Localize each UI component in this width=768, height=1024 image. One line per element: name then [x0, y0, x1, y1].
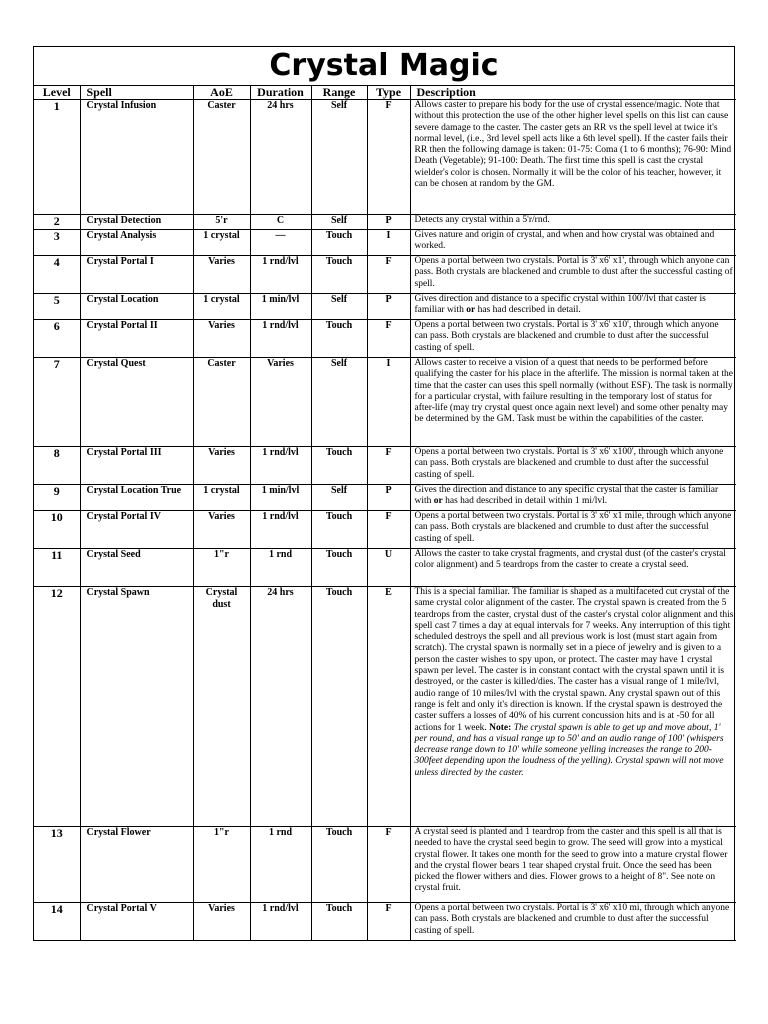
spell-type: P [367, 485, 410, 511]
spell-name: Crystal Quest [80, 358, 193, 447]
spell-type: F [367, 320, 410, 358]
spell-range: Self [311, 294, 367, 320]
spell-level: 2 [34, 215, 80, 230]
spell-aoe: Crystal dust [193, 587, 250, 827]
spell-name: Crystal Infusion [80, 100, 193, 215]
spell-type: I [367, 358, 410, 447]
table-row [34, 827, 736, 903]
spell-aoe: Varies [193, 320, 250, 358]
page-title: Crystal Magic [34, 47, 734, 86]
table-row [34, 587, 736, 827]
spell-aoe: 1"r [193, 549, 250, 587]
spell-name: Crystal Location [80, 294, 193, 320]
spell-range: Touch [311, 320, 367, 358]
spell-level: 11 [34, 549, 80, 587]
spell-sheet [33, 46, 735, 941]
spell-name: Crystal Portal II [80, 320, 193, 358]
spell-description: Opens a portal between two crystals. Portal is 3' x6' x1 mile, through which anyone can pass. Both crystals are blackened and crumble to dust after the successful casting of spell. [410, 511, 736, 549]
header-duration: Duration [250, 86, 311, 100]
spell-aoe: Varies [193, 447, 250, 485]
spell-description [410, 294, 736, 320]
desc-emphasis: or [466, 305, 476, 316]
spell-level: 13 [34, 827, 80, 903]
spell-table [34, 86, 736, 941]
header-spell: Spell [80, 86, 193, 100]
table-row [34, 903, 736, 941]
spell-range: Touch [311, 230, 367, 256]
spell-type: F [367, 100, 410, 215]
spell-range: Touch [311, 587, 367, 827]
spell-range: Self [311, 358, 367, 447]
header-description: Description [410, 86, 736, 100]
table-row [34, 358, 736, 447]
spell-type: P [367, 294, 410, 320]
spell-level: 9 [34, 485, 80, 511]
spell-type: F [367, 256, 410, 294]
spell-level: 1 [34, 100, 80, 215]
spell-duration: 1 min/lvl [250, 294, 311, 320]
spell-type: F [367, 447, 410, 485]
spell-level: 3 [34, 230, 80, 256]
spell-aoe: Varies [193, 511, 250, 549]
spell-description: Detects any crystal within a 5'r/rnd. [410, 215, 736, 230]
spell-range: Touch [311, 903, 367, 941]
spell-description: Opens a portal between two crystals. Portal is 3' x6' x1', through which anyone can pass. Both crystals are blackened and crumble to dust after the successful casting of spell. [410, 256, 736, 294]
spell-aoe: 1"r [193, 827, 250, 903]
spell-description: Gives nature and origin of crystal, and when and how crystal was obtained and worked. [410, 230, 736, 256]
spell-level: 4 [34, 256, 80, 294]
spell-level: 7 [34, 358, 80, 447]
spell-name: Crystal Spawn [80, 587, 193, 827]
spell-duration: 1 rnd/lvl [250, 447, 311, 485]
desc-text: Gives the direction and distance to any specific crystal that the caster is familiar with [414, 485, 719, 507]
spell-duration: 24 hrs [250, 587, 311, 827]
spell-name: Crystal Flower [80, 827, 193, 903]
spell-duration: 1 rnd [250, 827, 311, 903]
table-row [34, 549, 736, 587]
desc-note-label: Note: [489, 722, 512, 733]
spell-range: Touch [311, 827, 367, 903]
spell-duration: 1 min/lvl [250, 485, 311, 511]
spell-aoe: 1 crystal [193, 230, 250, 256]
spell-aoe: 1 crystal [193, 294, 250, 320]
spell-description [410, 485, 736, 511]
spell-duration: 24 hrs [250, 100, 311, 215]
spell-aoe: Caster [193, 100, 250, 215]
spell-type: U [367, 549, 410, 587]
spell-duration: 1 rnd [250, 549, 311, 587]
spell-description: Allows caster to prepare his body for the use of crystal essence/magic. Note that without this protection the use of the other higher level spells on this list can cause severe damage to the caster. The caster gets an RR vs the spell level at twice it's normal level, (i.e., 3rd level spell acts like a 6th level spell). If the caster fails their RR then the following damage is taken: 01-75: Coma (1 to 6 months); 76-90: Mind Death (Vegetable); 91-100: Death. The first time this spell is cast the crystal wielder's color is chosen. Normally it will be the color of his teacher, however, it can be chosen at random by the GM. [410, 100, 736, 215]
spell-description: Allows the caster to take crystal fragments, and crystal dust (of the caster's crystal color alignment) and 5 teardrops from the caster to create a crystal seed. [410, 549, 736, 587]
spell-duration: — [250, 230, 311, 256]
spell-name: Crystal Portal IV [80, 511, 193, 549]
spell-range: Touch [311, 256, 367, 294]
spell-type: P [367, 215, 410, 230]
spell-description: Opens a portal between two crystals. Portal is 3' x6' x10', through which anyone can pass. Both crystals are blackened and crumble to dust after the successful casting of spell. [410, 320, 736, 358]
spell-duration: 1 rnd/lvl [250, 903, 311, 941]
desc-emphasis: or [433, 496, 443, 507]
spell-description: A crystal seed is planted and 1 teardrop from the caster and this spell is all that is needed to have the crystal seed begin to grow. The seed will grow into a mystical crystal flower. It takes one month for the seed to grow into a mature crystal flower and the crystal flower bears 1 tear shaped crystal fruit. Once the seed has been picked the flower withers and dies. Flower grows to a height of 8". See note on crystal fruit. [410, 827, 736, 903]
spell-level: 5 [34, 294, 80, 320]
header-level: Level [34, 86, 80, 100]
desc-text: has had described in detail within 1 mi/lvl. [442, 496, 608, 507]
table-row [34, 485, 736, 511]
spell-aoe: Varies [193, 256, 250, 294]
spell-name: Crystal Analysis [80, 230, 193, 256]
table-row [34, 447, 736, 485]
spell-duration: Varies [250, 358, 311, 447]
spell-name: Crystal Seed [80, 549, 193, 587]
header-range: Range [311, 86, 367, 100]
table-row [34, 100, 736, 215]
spell-name: Crystal Portal V [80, 903, 193, 941]
table-row [34, 230, 736, 256]
spell-duration: 1 rnd/lvl [250, 320, 311, 358]
spell-level: 12 [34, 587, 80, 827]
desc-text: has had described in detail. [475, 305, 581, 316]
spell-type: E [367, 587, 410, 827]
desc-text: Gives direction and distance to a specific crystal within 100'/lvl that caster is familiar with [414, 294, 706, 316]
spell-level: 6 [34, 320, 80, 358]
spell-name: Crystal Portal I [80, 256, 193, 294]
spell-aoe: Varies [193, 903, 250, 941]
desc-text: This is a special familiar. The familiar is shaped as a multifaceted cut crystal of the same crystal color alignment of the caster. The crystal spawn is created from the 5 teardrops from the caster, crystal dust of the caster's crystal color alignment and this spell cast 7 times a day at equal intervals for 7 weeks. Any interruption of this tight scheduled destroys the spell and all previous work is lost (must start again from scratch). The crystal spawn is normally set in a piece of jewelry and is given to a person the caster wishes to spy upon, or protect. The caster may have 1 crystal spawn per level. The caster is in constant contact with the crystal spawn until it is destroyed, or the caster is killed/dies. The caster has a visual range of 1 mile/lvl, audio range of 10 miles/lvl with the crystal spawn. Any crystal spawn out of this range is felt and only it's direction is known. If the crystal spawn is destroyed the caster suffers a losses of 40% of his current concussion hits and is at -50 for all actions for 1 week. [414, 587, 734, 733]
spell-name: Crystal Location True [80, 485, 193, 511]
spell-type: I [367, 230, 410, 256]
spell-type: F [367, 827, 410, 903]
spell-range: Touch [311, 549, 367, 587]
spell-type: F [367, 903, 410, 941]
header-aoe: AoE [193, 86, 250, 100]
table-row [34, 215, 736, 230]
spell-range: Touch [311, 511, 367, 549]
spell-duration: 1 rnd/lvl [250, 511, 311, 549]
spell-duration: C [250, 215, 311, 230]
spell-level: 8 [34, 447, 80, 485]
spell-description: Allows caster to receive a vision of a quest that needs to be performed before qualifying the caster for his place in the afterlife. The mission is normal taken at the time that the caster can uses this spell normally (without ESF). The task is normally for a particular crystal, with failure resulting in the temporary lost of status for after-life (may try crystal quest once again next level) and some other penalty may be determined by the GM. Task must be within the capabilities of the caster. [410, 358, 736, 447]
spell-level: 14 [34, 903, 80, 941]
table-row [34, 320, 736, 358]
spell-level: 10 [34, 511, 80, 549]
spell-name: Crystal Detection [80, 215, 193, 230]
spell-range: Self [311, 100, 367, 215]
desc-note-text: The crystal spawn is able to get up and move about, 1' per round, and has a visual range up to 50' and an audio range of 100' (whispers decrease range down to 10' while someone yelling increases the range to 200-300feet depending upon the loudness of the yelling). Crystal spawn will not move unless directed by the caster. [414, 722, 724, 778]
spell-range: Touch [311, 447, 367, 485]
table-header-row [34, 86, 736, 100]
table-row [34, 294, 736, 320]
spell-description [410, 587, 736, 827]
spell-description: Opens a portal between two crystals. Portal is 3' x6' x100', through which anyone can pass. Both crystals are blackened and crumble to dust after the successful casting of spell. [410, 447, 736, 485]
spell-aoe: Caster [193, 358, 250, 447]
spell-range: Self [311, 215, 367, 230]
table-row [34, 256, 736, 294]
spell-aoe: 5'r [193, 215, 250, 230]
spell-type: F [367, 511, 410, 549]
spell-description: Opens a portal between two crystals. Portal is 3' x6' x10 mi, through which anyone can pass. Both crystals are blackened and crumble to dust after the successful casting of spell. [410, 903, 736, 941]
spell-name: Crystal Portal III [80, 447, 193, 485]
spell-range: Self [311, 485, 367, 511]
spell-aoe: 1 crystal [193, 485, 250, 511]
header-type: Type [367, 86, 410, 100]
spell-duration: 1 rnd/lvl [250, 256, 311, 294]
table-row [34, 511, 736, 549]
